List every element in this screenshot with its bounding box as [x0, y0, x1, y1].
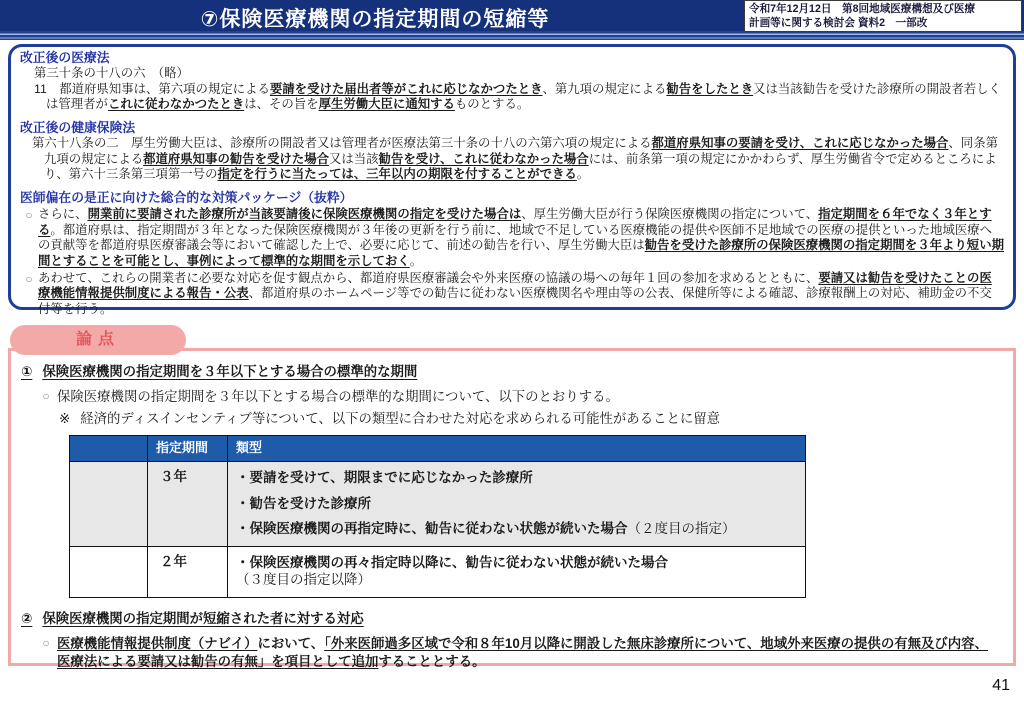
medical-law-heading: 改正後の医療法 [20, 50, 110, 65]
circle-bullet-icon: ○ [42, 389, 50, 404]
circle-bullet-icon: ○ [25, 271, 33, 286]
package-bullet-1-text: さらに、開業前に要請された診療所が当該要請後に保険医療機関の指定を受けた場合は、厚生労働大臣が行う保険医療機関の指定について、指定期間を６年でなく３年とする。都道府県は、指定期間が３年となった保険医療機関が３年後の更新を行う前に、地域で不足している医療機能の提供や医師不足地域での医療の提供といった地域医療への貢献等を都道府県医療審議会等において確認した上で、必要に応じて、前述の勧告を行い、厚生労働大臣は勧告を受けた診療所の保険医療機関の指定期間を３年より短い期間とすることを可能とし、事例によって標準的な期間を示しておく。 [38, 207, 1004, 268]
cell-type [228, 462, 806, 547]
header-cell-type: 類型 [228, 436, 806, 462]
section-medical-law [20, 50, 1004, 113]
package-bullet-2-text: あわせて、これらの開業者に必要な対応を促す観点から、都道府県医療審議会や外来医療の協議の場への毎年１回の参加を求めるとともに、要請又は勧告を受けたことの医療機能情報提供制度による報告・公表、都道府県のホームページ等での勧告に従わない医療機関名や理由等の公表、保健所等による確認、診療報酬上の対応、補助金の不交付等を行う。 [38, 270, 992, 316]
package-bullet-2 [20, 271, 1004, 318]
item1-title: 保険医療機関の指定期間を３年以下とする場合の標準的な期間 [42, 364, 418, 379]
circle-bullet-icon: ○ [42, 636, 50, 651]
item2-bullet [35, 635, 1001, 670]
type-item: ・保険医療機関の再指定時に、勧告に従わない状態が続いた場合（２度目の指定） [236, 521, 736, 537]
cell-blank [70, 462, 148, 547]
source-note-line2: 計画等に関する検討会 資料2 一部改 [749, 17, 928, 30]
item2-number: ② [21, 610, 33, 626]
item2-title-line [21, 610, 1001, 627]
item1-title-line [21, 363, 1001, 380]
table-header-row [70, 436, 806, 462]
table-row-2years [70, 546, 806, 597]
table-row-3years [70, 462, 806, 547]
medical-law-article: 第三十条の十八の六 （略） [34, 66, 189, 81]
discussion-box [8, 348, 1016, 669]
header-cell-period: 指定期間 [148, 436, 228, 462]
section-package [20, 190, 1004, 317]
header-separator [0, 31, 1024, 40]
ronten-badge: 論点 [10, 325, 186, 355]
source-note [744, 0, 1022, 32]
item1-note-text: 経済的ディスインセンティブ等について、以下の類型に合わせた対応を求められる可能性があることに留意 [80, 410, 721, 426]
cell-period: ２年 [148, 546, 228, 597]
item2-title: 保険医療機関の指定期間が短縮された者に対する対応 [42, 610, 364, 626]
package-heading: 医師偏在の是正に向けた総合的な対策パッケージ（抜粋） [20, 189, 353, 205]
insurance-law-paragraph: 第六十八条の二 厚生労働大臣は、診療所の開設者又は管理者が医療法第三十条の十八の六第六項の規定による都道府県知事の要請を受け、これに応じなかった場合、同条第九項の規定による都道府県知事の勧告を受けた場合又は当該勧告を受け、これに従わなかった場合には、前条第一項の規定にかかわらず、厚生労働省令で定めるところにより、第六十三条第三項第一号の指定を行うに当たっては、三年以内の期限を付することができる。 [32, 136, 998, 182]
source-note-line1: 令和7年12月12日 第8回地域医療構想及び医療 [749, 3, 976, 15]
header-cell-blank [70, 436, 148, 462]
item1-note [59, 410, 1001, 427]
package-bullet-1 [20, 207, 1004, 270]
type-item: ・保険医療機関の再々指定時以降に、勧告に従わない状態が続いた場合（３度目の指定以降） [236, 554, 668, 588]
type-item: ・要請を受けて、期限までに応じなかった診療所 [236, 470, 533, 486]
periods-table [69, 435, 806, 598]
item1-bullet [35, 388, 1001, 405]
law-excerpt-box [8, 44, 1016, 316]
page-title: ⑦保険医療機関の指定期間の短縮等 [200, 8, 550, 31]
item1-number: ① [21, 364, 33, 379]
cell-blank [70, 546, 148, 597]
type-item: ・勧告を受けた診療所 [236, 495, 371, 511]
item2-bullet-text: 医療機能情報提供制度（ナビイ）において、「外来医師過多区域で令和８年10月以降に開設した無床診療所について、地域外来医療の提供の有無及び内容、医療法による要請又は勧告の有無」を項目として追加することとする。 [57, 636, 988, 669]
page-number: 41 [992, 677, 1010, 694]
item2-section [21, 610, 1001, 670]
cell-type [228, 546, 806, 597]
insurance-law-heading: 改正後の健康保険法 [20, 119, 136, 135]
cell-period: ３年 [148, 462, 228, 547]
medical-law-paragraph: 11 都道府県知事は、第六項の規定による要請を受けた届出者等がこれに応じなかつたとき、第九項の規定による勧告をしたとき又は当該勧告を受けた診療所の開設者若しくは管理者がこれに従わなかつたときは、その旨を厚生労働大臣に通知するものとする。 [34, 81, 1001, 112]
item1-bullet-text: 保険医療機関の指定期間を３年以下とする場合の標準的な期間について、以下のとおりする。 [57, 389, 619, 405]
circle-bullet-icon: ○ [25, 208, 33, 223]
note-mark-icon: ※ [59, 410, 71, 426]
section-insurance-law [20, 120, 1004, 183]
